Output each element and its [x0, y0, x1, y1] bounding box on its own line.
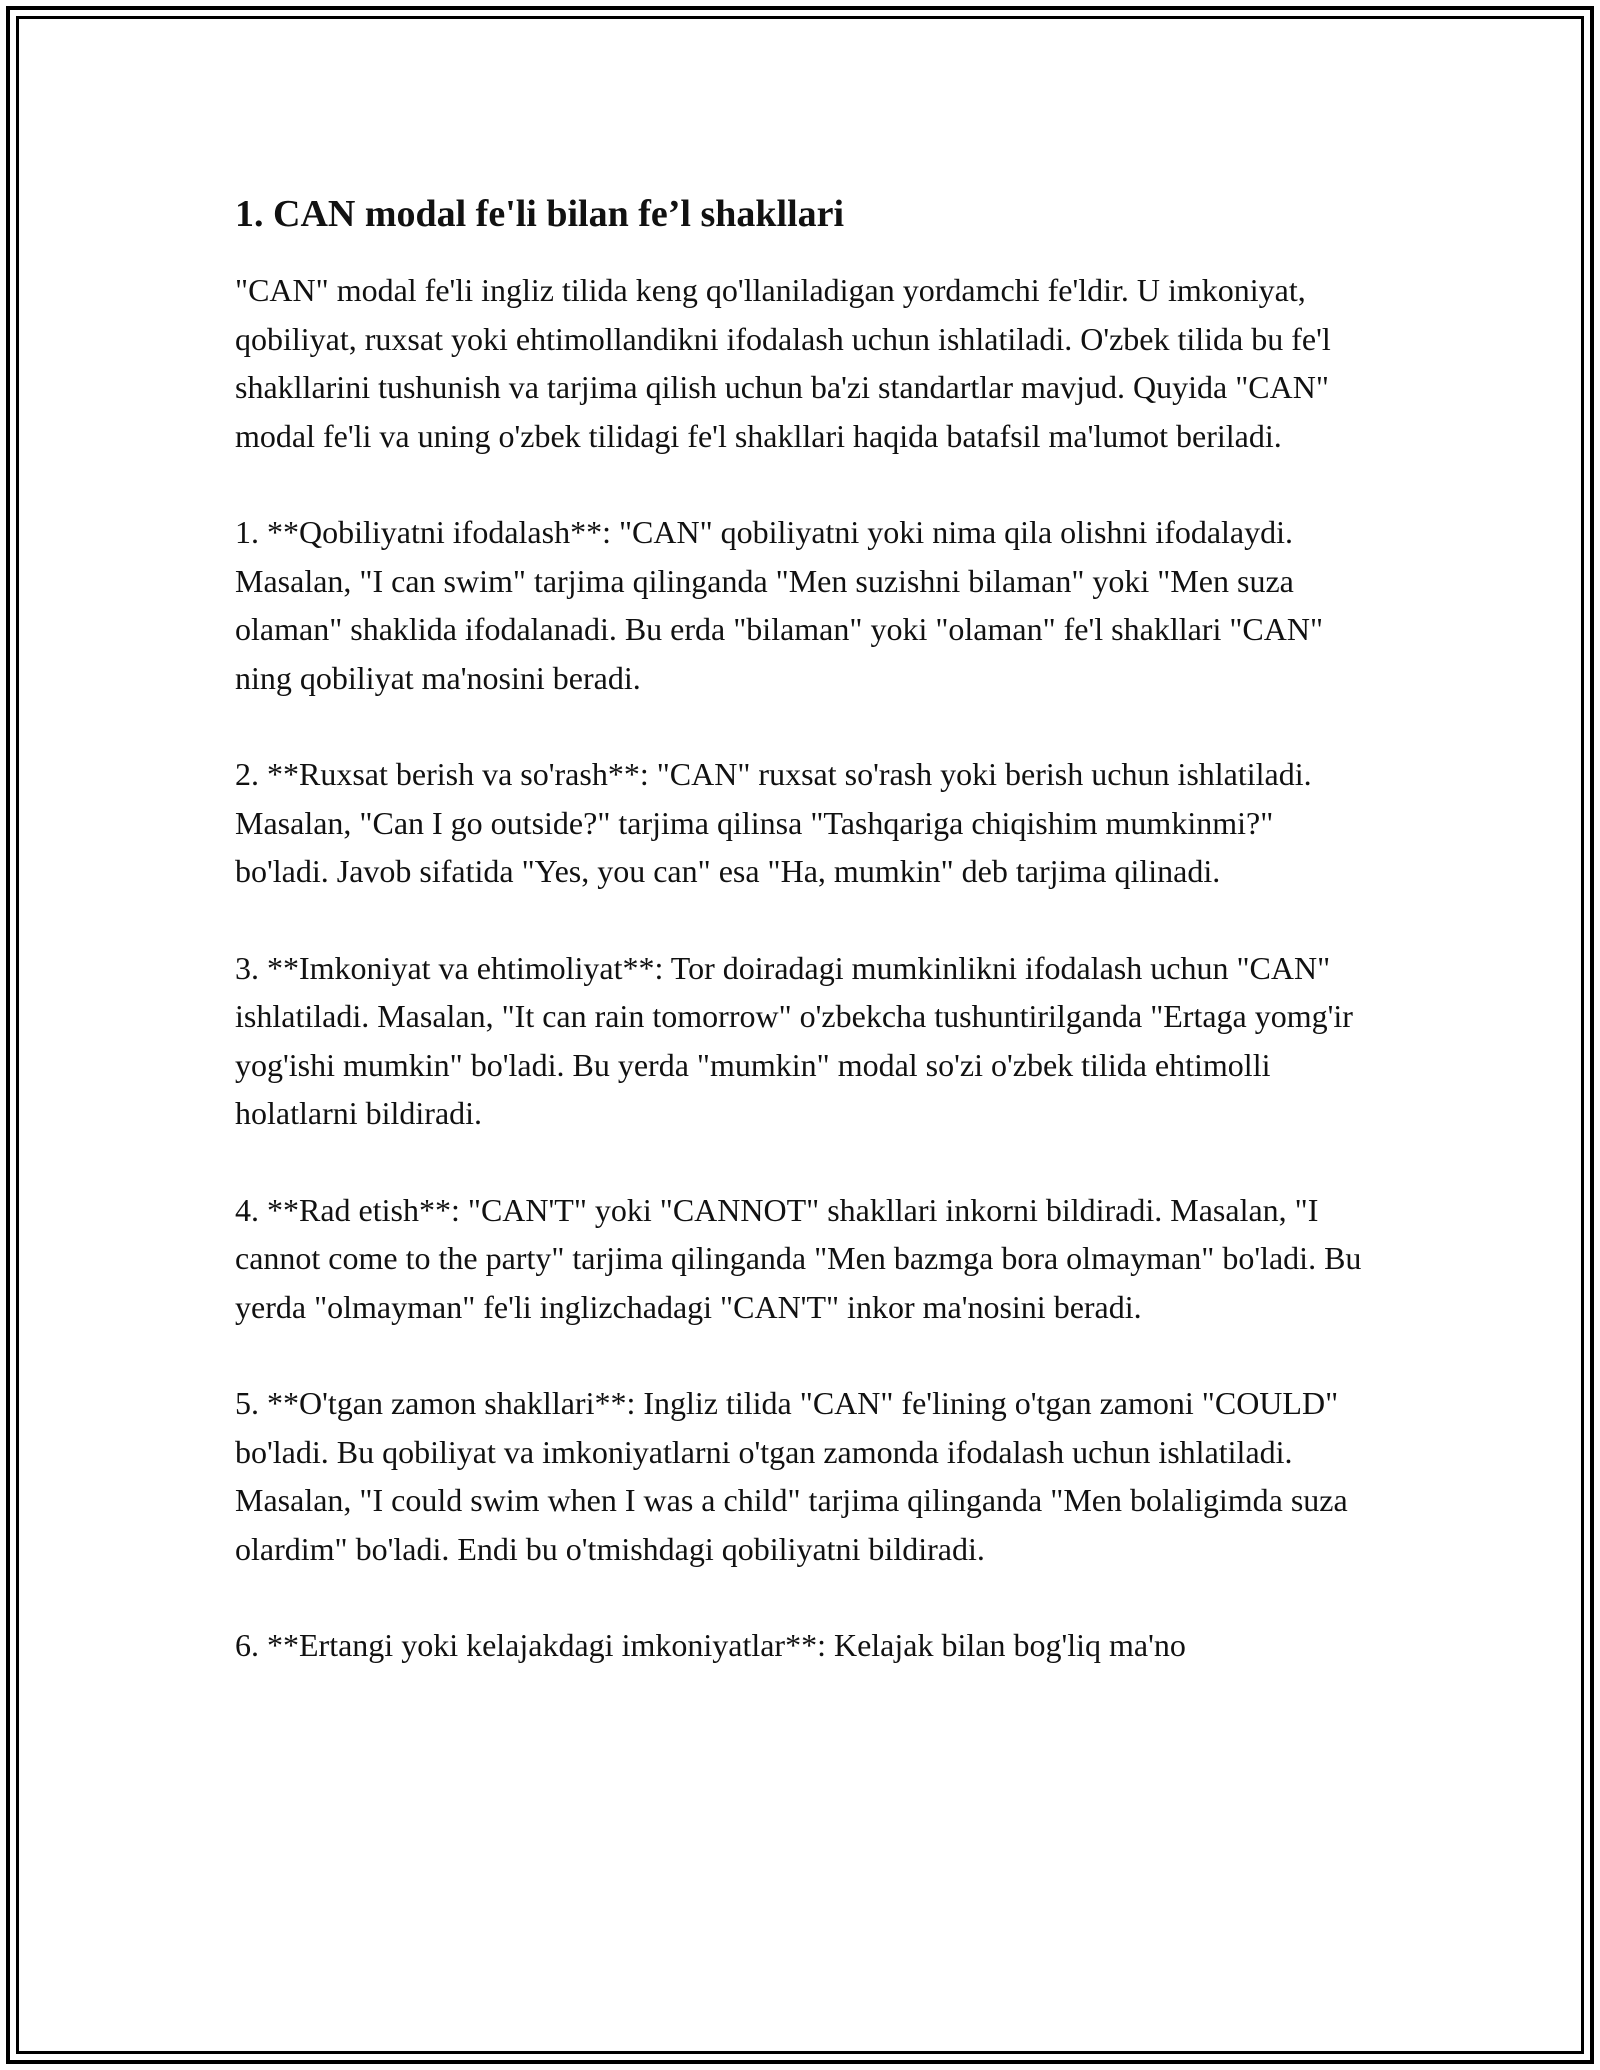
document-body	[235, 188, 1365, 1718]
paragraph-future: 6. **Ertangi yoki kelajakdagi imkoniyatlar**: Kelajak bilan bog'liq ma'no	[235, 1627, 1186, 1663]
document-title: 1. CAN modal fe'li bilan fe’l shakllari	[235, 193, 845, 235]
paragraph-permission: 2. **Ruxsat berish va so'rash**: "CAN" ruxsat so'rash yoki berish uchun ishlatiladi. Masalan, "Can I go outside?" tarjima qilinsa "Tashqariga chiqishim mumkinmi?" bo'ladi. Javob sifatida "Yes, you can" esa "Ha, mumkin" deb tarjima qilinadi.	[235, 756, 1312, 889]
paragraph-negation: 4. **Rad etish**: "CAN'T" yoki "CANNOT" shakllari inkorni bildiradi. Masalan, "I cannot come to the party" tarjima qilinganda "Men bazmga bora olmayman" bo'ladi. Bu yerda "olmayman" fe'li inglizchadagi "CAN'T" inkor ma'nosini beradi.	[235, 1191, 1362, 1325]
paragraph-past-tense: 5. **O'tgan zamon shakllari**: Ingliz tilida "CAN" fe'lining o'tgan zamoni "COULD" bo'ladi. Bu qobiliyat va imkoniyatlarni o'tgan zamonda ifodalash uchun ishlatiladi. Masalan, "I could swim when I was a child" tarjima qilinganda "Men bolaligimda suza olardim" bo'ladi. Endi bu o'tmishdagi qobiliyatni bildiradi.	[235, 1385, 1348, 1567]
paragraph-ability: 1. **Qobiliyatni ifodalash**: "CAN" qobiliyatni yoki nima qila olishni ifodalaydi. Masalan, "I can swim" tarjima qilinganda "Men suzishni bilaman" yoki "Men suza olaman" shaklida ifodalanadi. Bu erda "bilaman" yoki "olaman" fe'l shakllari "CAN" ning qobiliyat ma'nosini beradi.	[235, 514, 1324, 696]
paragraph-intro: "CAN" modal fe'li ingliz tilida keng qo'llaniladigan yordamchi fe'ldir. U imkoniyat, qobiliyat, ruxsat yoki ehtimollandikni ifodalash uchun ishlatiladi. O'zbek tilida bu fe'l shakllarini tushunish va tarjima qilish uchun ba'zi standartlar mavjud. Quyida "CAN" modal fe'li va uning o'zbek tilidagi fe'l shakllari haqida batafsil ma'lumot beriladi.	[235, 272, 1331, 454]
paragraph-possibility: 3. **Imkoniyat va ehtimoliyat**: Tor doiradagi mumkinlikni ifodalash uchun "CAN" ishlatiladi. Masalan, "It can rain tomorrow" o'zbekcha tushuntirilganda "Ertaga yomg'ir yog'ishi mumkin" bo'ladi. Bu yerda "mumkin" modal so'zi o'zbek tilida ehtimolli holatlarni bildiradi.	[235, 949, 1353, 1131]
